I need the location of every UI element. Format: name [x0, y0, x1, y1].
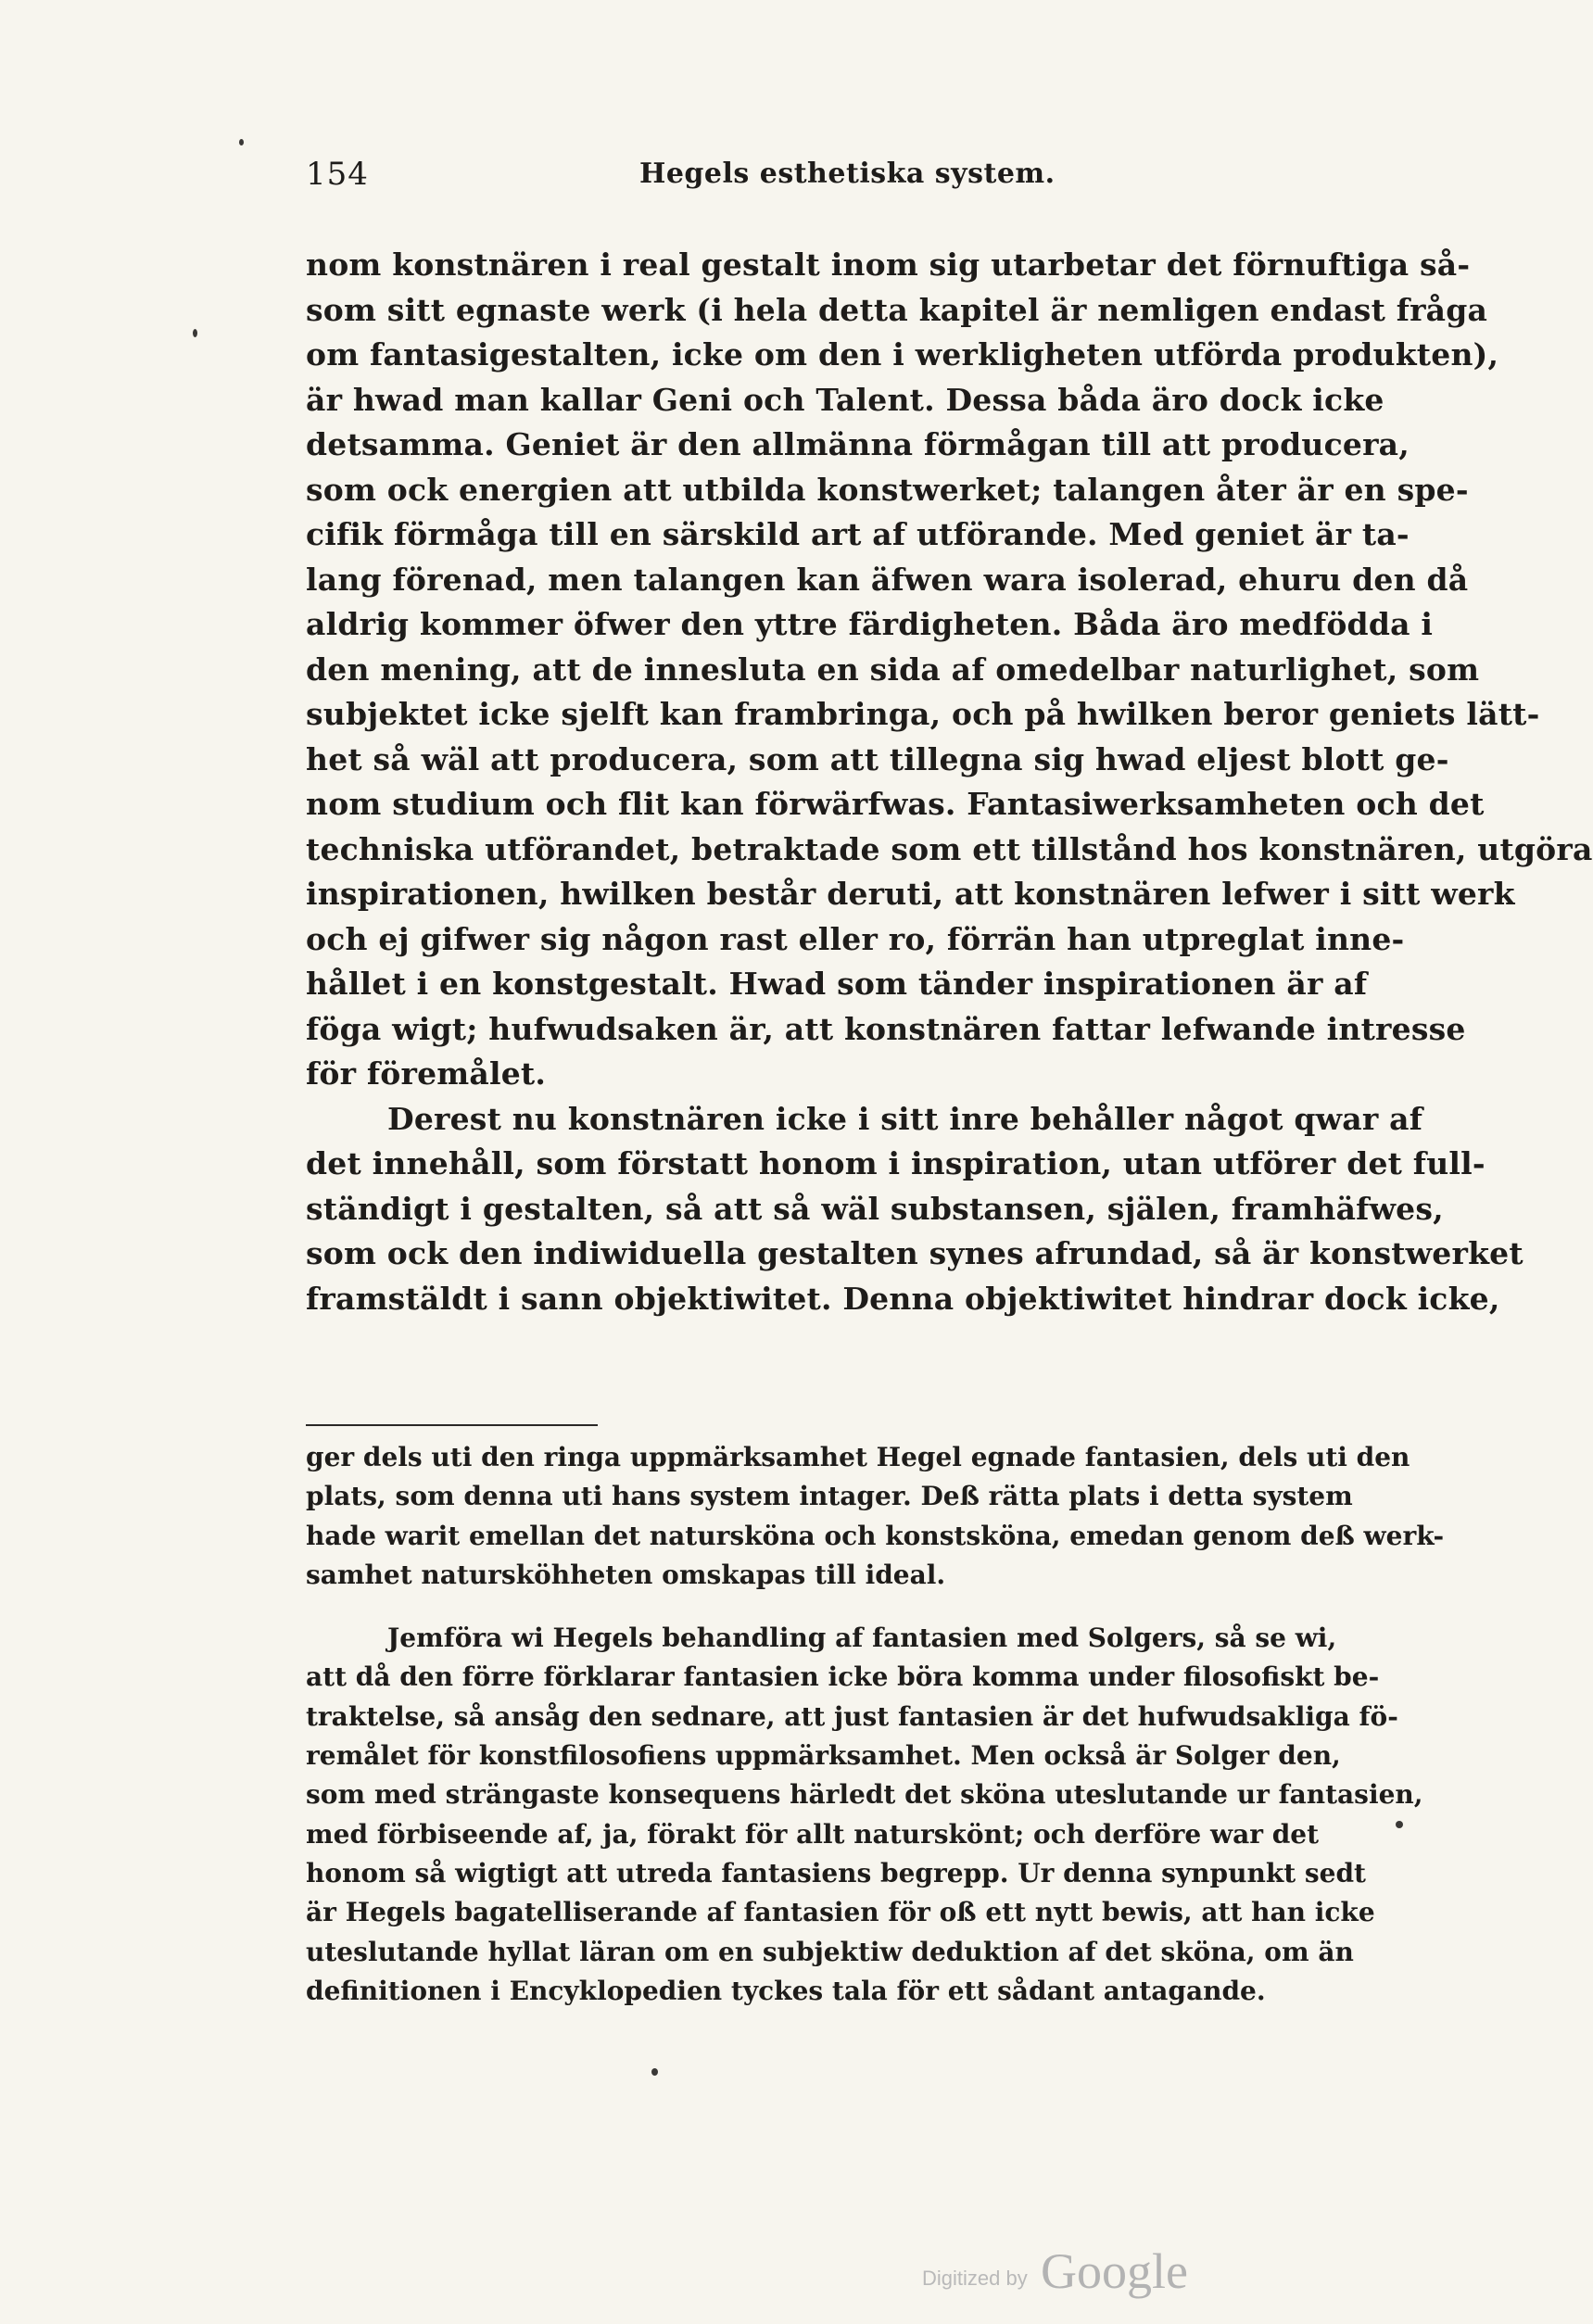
text-line: detsamma. Geniet är den allmänna förmågan till att producera, — [306, 426, 1410, 462]
text-line: och ej gifwer sig någon rast eller ro, förrän han utpreglat inne- — [306, 920, 1405, 957]
ink-speck — [1396, 1821, 1403, 1828]
ink-speck — [193, 329, 197, 337]
footnote-line: är Hegels bagatelliserande af fantasien för oß ett nytt bewis, att han icke — [306, 1897, 1375, 1928]
running-title: Hegels esthetiska system. — [639, 158, 1056, 190]
text-line: Derest nu konstnären icke i sitt inre behåller något qwar af — [387, 1100, 1423, 1137]
text-line: är hwad man kallar Geni och Talent. Dessa båda äro dock icke — [306, 381, 1384, 418]
text-line: nom konstnären i real gestalt inom sig utarbetar det förnuftiga så- — [306, 246, 1471, 283]
text-line: den mening, att de innesluta en sida af omedelbar naturlighet, som — [306, 650, 1480, 688]
watermark-prefix: Digitized by — [922, 2267, 1028, 2290]
footnote-line: som med strängaste konsequens härledt det sköna uteslutande ur fantasien, — [306, 1779, 1423, 1811]
text-line: som ock den indiwiduella gestalten synes afrundad, så är konstwerket — [306, 1235, 1523, 1271]
text-line: som sitt egnaste werk (i hela detta kapitel är nemligen endast fråga — [306, 291, 1488, 328]
text-line: som ock energien att utbilda konstwerket; talangen åter är en spe- — [306, 471, 1469, 508]
footnote-line: remålet för konstfilosofiens uppmärksamhet. Men också är Solger den, — [306, 1740, 1341, 1772]
footnote — [306, 1438, 1445, 2011]
text-line: om fantasigestalten, icke om den i werkligheten utförda produkten), — [306, 336, 1499, 373]
footnote-line: med förbiseende af, ja, förakt för allt naturskönt; och derföre war det — [306, 1818, 1320, 1850]
footnote-line: samhet natursköhheten omskapas till ideal. — [306, 1559, 946, 1590]
footnote-line: traktelse, så ansåg den sednare, att just fantasien är det hufwudsakliga fö- — [306, 1700, 1398, 1732]
footnote-line: Jemföra wi Hegels behandling af fantasien med Solgers, så se wi, — [387, 1623, 1337, 1654]
ink-speck — [239, 139, 244, 145]
text-line: cifik förmåga till en särskild art af utförande. Med geniet är ta- — [306, 516, 1410, 552]
text-line: aldrig kommer öfwer den yttre färdigheten. Båda äro medfödda i — [306, 606, 1434, 642]
footnote-line: ger dels uti den ringa uppmärksamhet Hegel egnade fantasien, dels uti den — [306, 1442, 1410, 1472]
text-line: techniska utförandet, betraktade som ett tillstånd hos konstnären, utgöra — [306, 830, 1593, 867]
page-number: 154 — [306, 156, 369, 193]
text-line: föga wigt; hufwudsaken är, att konstnären fattar lefwande intresse — [306, 1010, 1466, 1047]
footnote-line: att då den förre förklarar fantasien icke böra komma under filosofiskt be- — [306, 1661, 1380, 1693]
footnote-line: honom så wigtigt att utreda fantasiens begrepp. Ur denna synpunkt sedt — [306, 1857, 1366, 1888]
ink-speck — [651, 2068, 658, 2076]
text-line: hållet i en konstgestalt. Hwad som tänder inspirationen är af — [306, 966, 1368, 1002]
footnote-divider — [306, 1424, 598, 1426]
text-line: för föremålet. — [306, 1055, 547, 1092]
footnote-line: hade warit emellan det natursköna och konstsköna, emedan genom deß werk- — [306, 1520, 1445, 1551]
text-line: lang förenad, men talangen kan äfwen wara isolerad, ehuru den då — [306, 561, 1469, 598]
text-line: nom studium och flit kan förwärfwas. Fantasiwerksamheten och det — [306, 786, 1485, 822]
footnote-line: uteslutande hyllat läran om en subjektiw deduktion af det sköna, om än — [306, 1936, 1354, 1967]
text-line: det innehåll, som förstatt honom i inspiration, utan utförer det full- — [306, 1145, 1486, 1181]
paragraph-gap — [306, 1595, 1307, 1619]
footnote-line: plats, som denna uti hans system intager. Deß rätta plats i detta system — [306, 1481, 1353, 1512]
text-line: het så wäl att producera, som att tillegna sig hwad eljest blott ge- — [306, 740, 1449, 777]
text-line: framstäldt i sann objektiwitet. Denna objektiwitet hindrar dock icke, — [306, 1280, 1500, 1317]
text-line: ständigt i gestalten, så att så wäl substansen, själen, framhäfwes, — [306, 1190, 1444, 1227]
text-line: subjektet icke sjelft kan frambringa, och på hwilken beror geniets lätt- — [306, 696, 1540, 732]
footnote-line: definitionen i Encyklopedien tyckes tala för ett sådant antagande. — [306, 1975, 1266, 2006]
google-logo: Google — [1041, 2243, 1188, 2299]
page-header — [306, 156, 1288, 202]
main-text — [306, 243, 1593, 1321]
text-line: inspirationen, hwilken består deruti, att konstnären lefwer i sitt werk — [306, 876, 1515, 912]
